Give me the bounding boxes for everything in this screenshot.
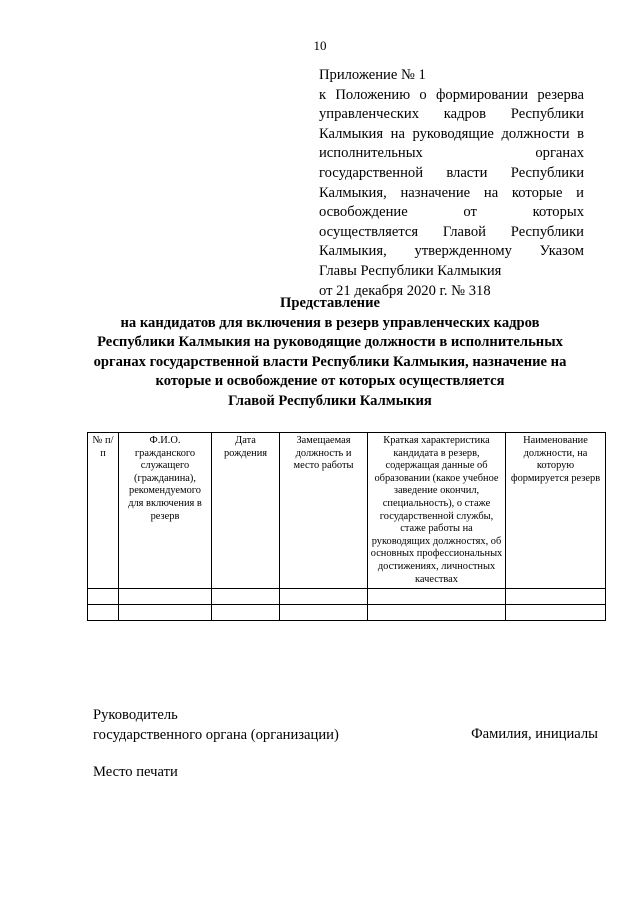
table-cell <box>368 589 506 605</box>
table-cell <box>212 605 280 621</box>
table-cell <box>212 589 280 605</box>
appendix-line: к Положению о формировании резерва <box>319 86 584 103</box>
title-line: Республики Калмыкия на руководящие должности в исполнительных <box>97 334 563 351</box>
appendix-line: Приложение № 1 <box>319 67 426 83</box>
title-line: органах государственной власти Республики Калмыкия, назначение на <box>93 353 567 370</box>
table-cell <box>119 589 212 605</box>
appendix-line: от 21 декабря 2020 г. № 318 <box>319 282 491 299</box>
document-title <box>70 294 590 412</box>
table-cell <box>119 605 212 621</box>
table-cell <box>280 605 368 621</box>
header-full-name: Ф.И.О. гражданского служащего (гражданина), рекомендуемого для включения в резерв <box>119 433 212 589</box>
appendix-line: Калмыкия на руководящие должности в <box>319 125 584 142</box>
appendix-line: государственной власти Республики <box>319 164 584 181</box>
appendix-line: Главы Республики Калмыкия <box>319 262 502 279</box>
appendix-line: управленческих кадров Республики <box>319 106 584 123</box>
appendix-line: освобождение от которых <box>319 204 584 221</box>
appendix-line: исполнительных органах <box>319 145 584 162</box>
candidates-table <box>87 432 606 621</box>
header-number: № п/п <box>88 433 119 589</box>
table-cell <box>280 589 368 605</box>
title-line: на кандидатов для включения в резерв управленческих кадров <box>120 314 540 331</box>
table-cell <box>506 589 606 605</box>
table-cell <box>88 589 119 605</box>
title-line: Представление <box>280 295 380 311</box>
seal-place: Место печати <box>93 764 178 780</box>
appendix-block <box>319 66 584 301</box>
appendix-line: осуществляется Главой Республики <box>319 223 584 240</box>
header-reserve-position: Наименование должности, на которую формируется резерв <box>506 433 606 589</box>
header-characteristics: Краткая характеристика кандидата в резерв, содержащая данные об образовании (какое учебное заведение окончил, специальность), о стаже государственной службы, стаже работы на руководящих должностях, об основных профессиональных достижениях, личностных качествах <box>368 433 506 589</box>
signature-organization: государственного органа (организации) <box>93 726 339 743</box>
table-row <box>88 589 606 605</box>
table-header-row <box>88 433 606 589</box>
header-position: Замещаемая должность и место работы <box>280 433 368 589</box>
signature-left <box>93 706 339 745</box>
title-line: Главой Республики Калмыкия <box>228 392 432 409</box>
table-row <box>88 605 606 621</box>
table-cell <box>368 605 506 621</box>
signature-name-placeholder: Фамилия, инициалы <box>471 726 598 742</box>
table-cell <box>506 605 606 621</box>
header-birth-date: Дата рождения <box>212 433 280 589</box>
title-line: которые и освобождение от которых осуществляется <box>155 373 505 390</box>
appendix-line: Калмыкия, утвержденному Указом <box>319 243 584 260</box>
signature-title: Руководитель <box>93 707 178 723</box>
table-cell <box>88 605 119 621</box>
page-number: 10 <box>313 38 327 53</box>
appendix-line: Калмыкия, назначение на которые и <box>319 184 584 201</box>
